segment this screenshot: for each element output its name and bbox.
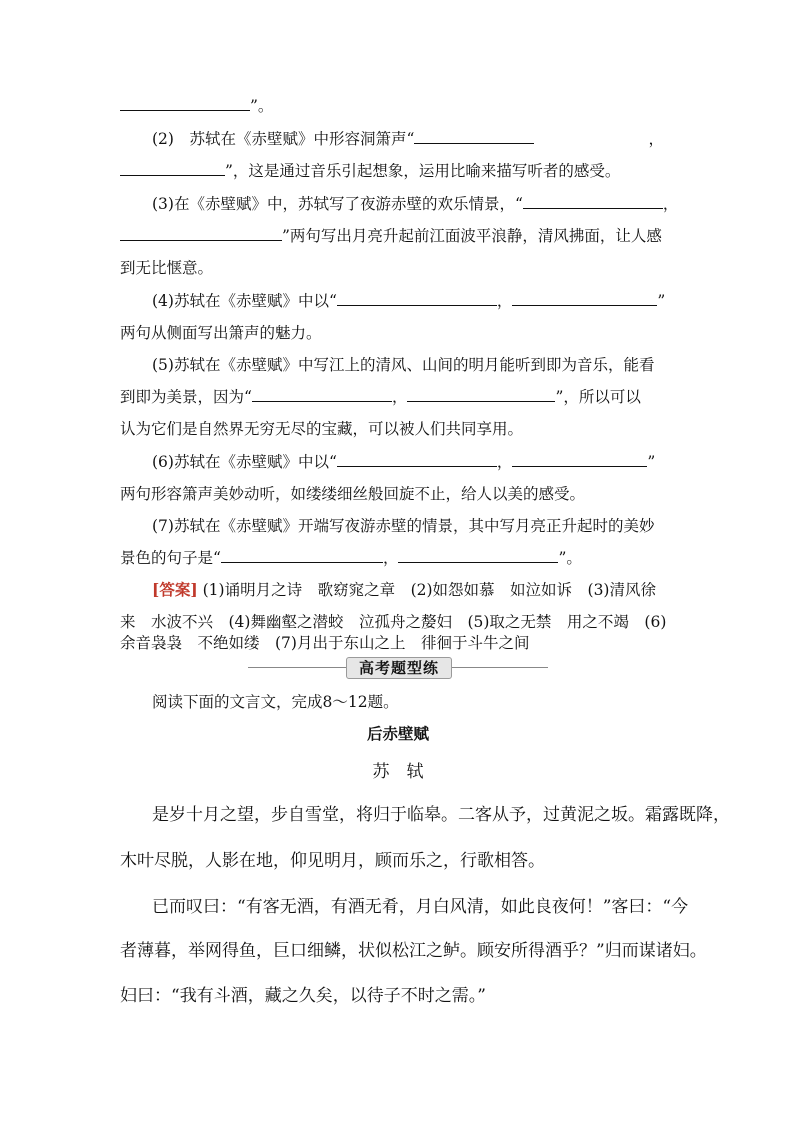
- passage-line: 者薄暮，举网得鱼，巨口细鳞，状似松江之鲈。顾安所得酒乎？”归而谋诸妇。: [120, 941, 707, 961]
- question-4: (4)苏轼在《赤壁赋》中以“ ， ”: [152, 292, 666, 310]
- question-line: 两句从侧面写出箫声的魅力。: [120, 324, 322, 342]
- question-3: (3)在《赤壁赋》中，苏轼写了夜游赤壁的欢乐情景，“ ，: [152, 195, 679, 213]
- question-line: ”两句写出月亮升起前江面波平浪静，清风拂面，让人感: [120, 226, 676, 246]
- passage-line: 已而叹曰：“有客无酒，有酒无肴，月白风清，如此良夜何！”客曰：“今: [152, 897, 689, 917]
- passage-line: 妇曰：“我有斗酒，藏之久矣，以待子不时之需。”: [120, 986, 486, 1006]
- answer-blank: [398, 548, 558, 563]
- answer-blank: [523, 194, 663, 209]
- answer-blank: [512, 452, 647, 467]
- question-7: (7)苏轼在《赤壁赋》开端写夜游赤壁的情景，其中写月亮正升起时的美妙: [152, 517, 655, 535]
- answer-blank: [337, 291, 497, 306]
- question-2: (2) 苏轼在《赤壁赋》中形容洞箫声“ ，: [152, 130, 664, 148]
- passage-title: 后赤壁赋: [366, 724, 429, 743]
- answer-line: 来 水波不兴 (4)舞幽壑之潜蛟 泣孤舟之嫠妇 (5)取之无禁 用之不竭 (6): [120, 613, 667, 631]
- question-line: 景色的句子是“ ， ”。: [120, 549, 582, 567]
- answer-blank: [252, 387, 392, 402]
- answer-blank: [120, 161, 225, 176]
- question-line: ”，这是通过音乐引起想象，运用比喻来描写听者的感受。: [120, 161, 676, 181]
- question-line: 到无比惬意。: [120, 259, 214, 277]
- passage-line: 木叶尽脱，人影在地，仰见明月，顾而乐之，行歌相答。: [120, 851, 545, 871]
- answer-blank: [221, 548, 383, 563]
- question-line: 认为它们是自然界无穷无尽的宝藏，可以被人们共同享用。: [120, 420, 524, 438]
- passage-line: 是岁十月之望，步自雪堂，将归于临皋。二客从予，过黄泥之坂。霜露既降，: [152, 805, 730, 825]
- section-divider: [248, 657, 548, 679]
- answer-line: 余音袅袅 不绝如缕 (7)月出于东山之上 徘徊于斗牛之间: [120, 634, 530, 652]
- answer-blank: [407, 387, 555, 402]
- answer-blank: [337, 452, 497, 467]
- answer-blank: [120, 226, 282, 241]
- passage-author: 苏 轼: [372, 762, 424, 782]
- question-line: 两句形容箫声美妙动听，如缕缕细丝般回旋不止，给人以美的感受。: [120, 485, 586, 503]
- section-label: 高考题型练: [346, 657, 452, 679]
- answer-line: [答案] (1)诵明月之诗 歌窈窕之章 (2)如怨如慕 如泣如诉 (3)清风徐: [152, 580, 656, 599]
- question-6: (6)苏轼在《赤壁赋》中以“ ， ”: [152, 453, 656, 471]
- question-5: (5)苏轼在《赤壁赋》中写江上的清风、山间的明月能听到即为音乐，能看: [152, 356, 655, 374]
- answer-blank: [512, 291, 657, 306]
- answer-blank: [414, 129, 534, 144]
- question-line: ”。: [120, 96, 676, 116]
- answer-tag: [答案]: [152, 580, 198, 599]
- instruction: 阅读下面的文言文，完成8～12题。: [152, 693, 399, 711]
- answer-blank: [120, 96, 250, 111]
- question-line: 到即为美景，因为“ ， ”，所以可以: [120, 388, 641, 406]
